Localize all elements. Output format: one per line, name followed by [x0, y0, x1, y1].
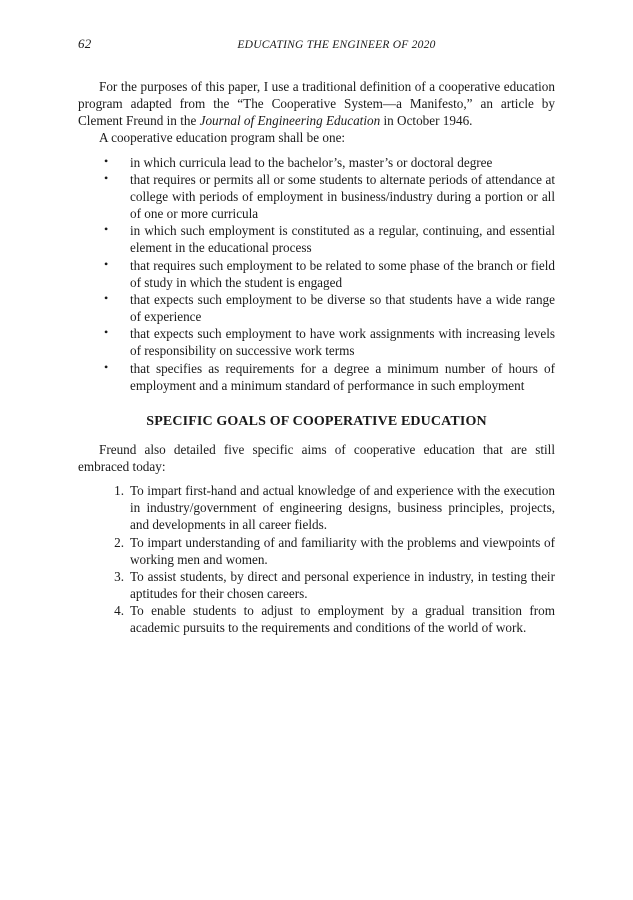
bullet-icon: •	[104, 256, 109, 271]
paragraph-goals-lead-in: Freund also detailed five specific aims of cooperative education that are still embraced today:	[78, 441, 555, 474]
paragraph-text-part2: in October 1946.	[380, 113, 473, 129]
list-item-text: that specifies as requirements for a degree a minimum number of hours of employment and a minimum standard of performance in such employment	[130, 360, 555, 393]
list-item-text: To impart first-hand and actual knowledge of and experience with the execution in industry/government of engineering designs, business principles, projects, and developments in all career fields.	[130, 483, 555, 533]
list-item-text: in which such employment is constituted as a regular, continuing, and essential element in the educational process	[130, 223, 555, 256]
journal-title: Journal of Engineering Education	[199, 113, 381, 129]
list-item	[78, 325, 555, 359]
list-item-text: To enable students to adjust to employment by a gradual transition from academic pursuits to the requirements and conditions of the world of work.	[130, 603, 555, 636]
list-item	[78, 171, 555, 222]
paragraph-text-part1: For the purposes of this paper, I use a traditional definition of a cooperative education program adapted from the “The Cooperative System—a Manifesto,” an article by Clement Freund in the	[78, 79, 555, 129]
list-number: 2.	[114, 534, 124, 550]
list-item	[78, 568, 555, 602]
bullet-icon: •	[104, 290, 109, 305]
list-item	[78, 482, 555, 533]
bullet-icon: •	[104, 359, 109, 374]
bullet-icon: •	[104, 153, 109, 168]
list-item-text: that expects such employment to have work assignments with increasing levels of responsibility on successive work terms	[130, 326, 555, 359]
paragraph-definition-source	[78, 78, 555, 129]
bullet-icon: •	[104, 325, 109, 340]
list-item-text: that expects such employment to be diverse so that students have a wide range of experience	[130, 291, 555, 325]
list-number: 3.	[114, 568, 124, 584]
bullet-icon: •	[104, 170, 109, 185]
list-item-text: To assist students, by direct and personal experience in industry, in testing their aptitudes for their chosen careers.	[130, 568, 555, 602]
list-item	[78, 534, 555, 568]
running-title: EDUCATING THE ENGINEER OF 2020	[237, 39, 436, 51]
criteria-bullet-list	[78, 154, 555, 394]
page-number: 62	[78, 36, 92, 51]
running-head	[78, 36, 555, 52]
list-item-text: in which curricula lead to the bachelor’s, master’s or doctoral degree	[130, 154, 493, 170]
list-number: 1.	[114, 483, 124, 499]
list-item	[78, 291, 555, 325]
goals-numbered-list	[78, 482, 555, 636]
list-item	[78, 360, 555, 394]
paragraph-program-lead-in: A cooperative education program shall be one:	[99, 130, 346, 146]
bullet-icon: •	[104, 222, 109, 237]
list-item-text: that requires or permits all or some students to alternate periods of attendance at college with periods of employment in business/industry during a portion or all of one or more curricula	[130, 171, 555, 222]
list-item	[78, 154, 555, 171]
section-heading: SPECIFIC GOALS OF COOPERATIVE EDUCATION	[146, 413, 487, 429]
list-item	[78, 602, 555, 636]
list-item	[78, 222, 555, 256]
list-number: 4.	[114, 603, 124, 619]
list-item-text: that requires such employment to be related to some phase of the branch or field of study in which the student is engaged	[130, 257, 555, 290]
list-item	[78, 257, 555, 291]
list-item-text: To impart understanding of and familiarity with the problems and viewpoints of working men and women.	[130, 534, 555, 567]
